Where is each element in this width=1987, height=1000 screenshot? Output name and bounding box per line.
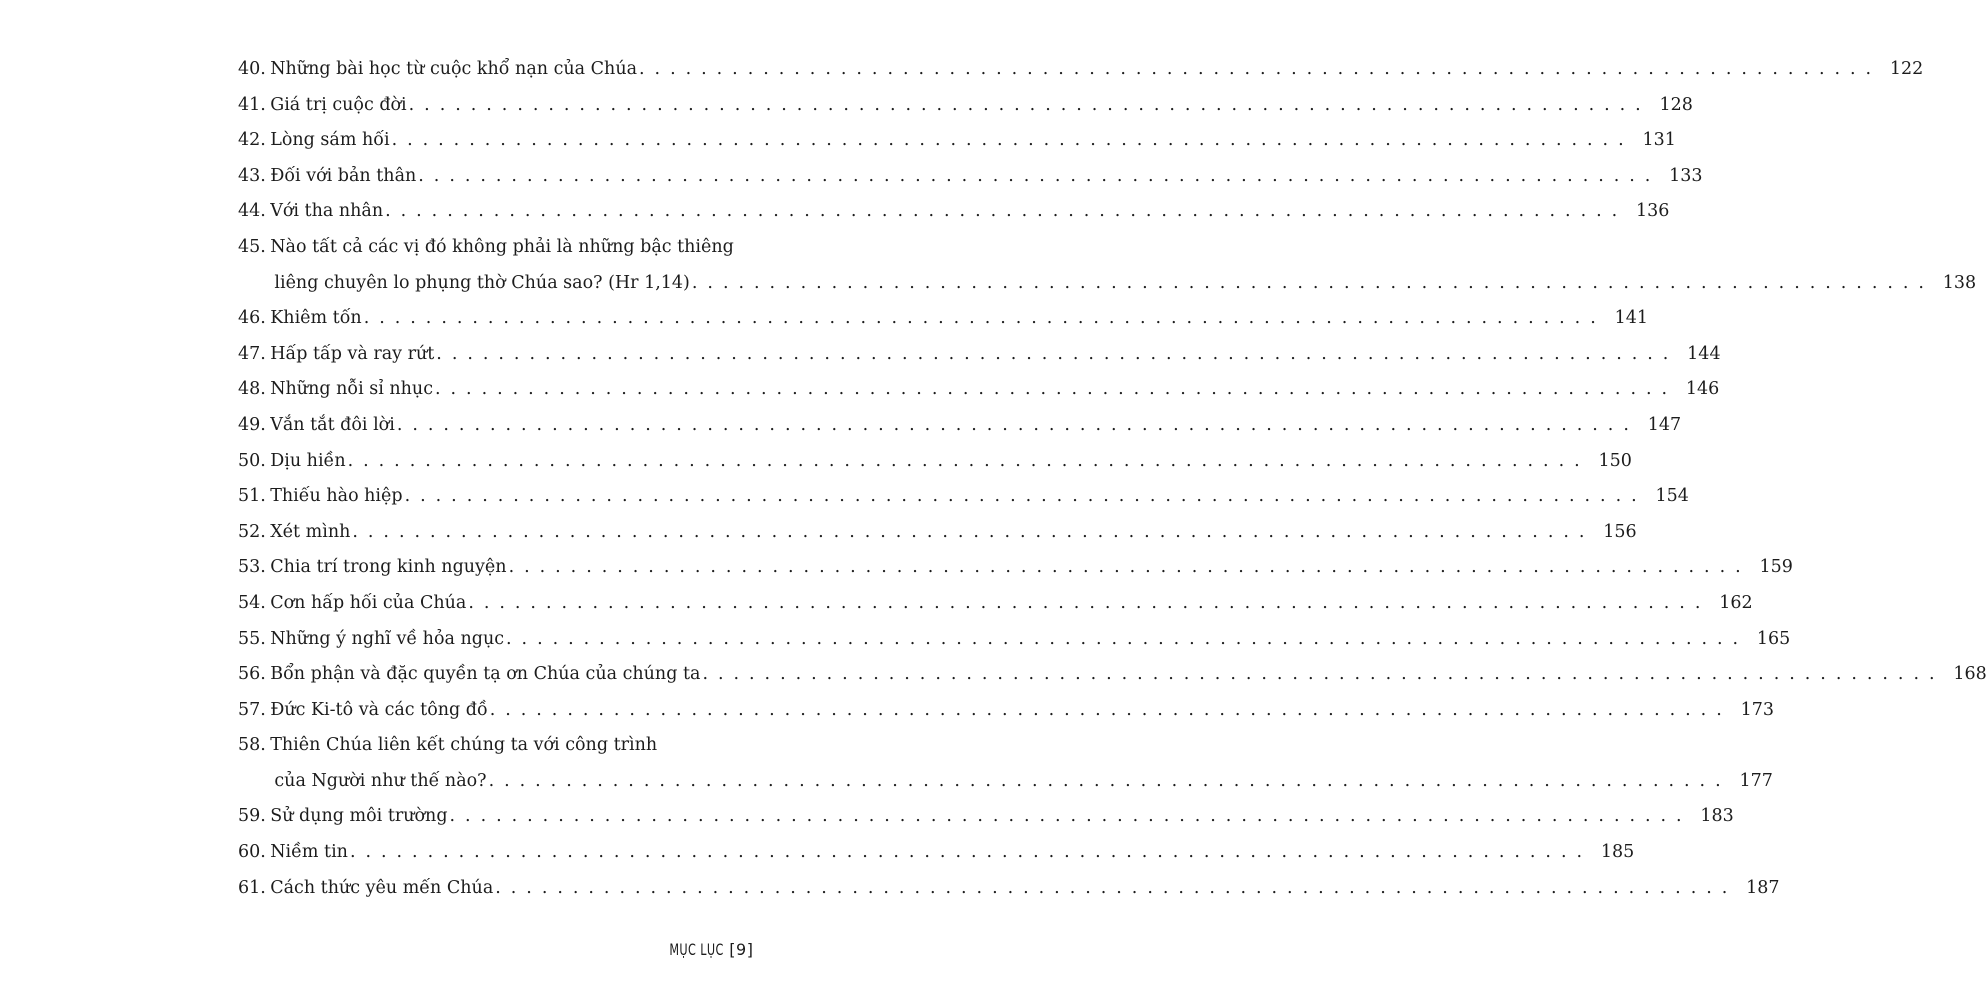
page-footer bbox=[654, 940, 754, 959]
dot-leader bbox=[350, 515, 1586, 551]
entry-number: 47. bbox=[238, 343, 266, 364]
toc-entry bbox=[238, 550, 1793, 586]
toc-entry bbox=[238, 123, 1676, 159]
entry-title: Thiên Chúa liên kết chúng ta với công trình bbox=[270, 735, 658, 756]
dot-leader bbox=[434, 337, 1670, 373]
entry-page: 147 bbox=[1647, 414, 1682, 435]
entry-number: 45. bbox=[238, 236, 266, 257]
dot-leader bbox=[416, 159, 1652, 195]
entry-page: 187 bbox=[1746, 877, 1780, 898]
entry-page: 141 bbox=[1614, 308, 1648, 329]
section-title: MỤC LỤC bbox=[669, 940, 724, 959]
entry-page: 156 bbox=[1603, 521, 1637, 542]
toc-entry bbox=[238, 657, 1987, 693]
entry-page: 177 bbox=[1739, 770, 1773, 791]
toc-entry bbox=[238, 408, 1682, 444]
entry-number: 61. bbox=[238, 877, 266, 898]
dot-leader bbox=[403, 479, 1639, 515]
dot-leader bbox=[390, 123, 1626, 159]
entry-title: Thiếu hào hiệp bbox=[270, 486, 403, 507]
entry-page: 168 bbox=[1953, 664, 1987, 685]
entry-title-continuation: của Người như thế nào? bbox=[274, 770, 487, 791]
toc-entry bbox=[238, 515, 1637, 551]
entry-number: 52. bbox=[238, 521, 266, 542]
entry-title: Cơn hấp hối của Chúa bbox=[270, 592, 467, 613]
entry-number: 56. bbox=[238, 664, 266, 685]
entry-title: Xét mình bbox=[270, 521, 351, 542]
entry-page: 159 bbox=[1759, 557, 1793, 578]
entry-number: 41. bbox=[238, 94, 266, 115]
entry-title: Khiêm tốn bbox=[270, 308, 362, 329]
entry-page: 183 bbox=[1700, 806, 1734, 827]
entry-page: 122 bbox=[1889, 59, 1924, 79]
entry-number: 51. bbox=[238, 486, 266, 507]
entry-title: Đức Ki-tô và các tông đồ bbox=[270, 699, 488, 720]
entry-number: 60. bbox=[238, 842, 266, 863]
entry-number: 46. bbox=[238, 308, 266, 329]
dot-leader bbox=[466, 586, 1702, 622]
entry-page: 165 bbox=[1756, 628, 1791, 649]
entry-number: 49. bbox=[238, 414, 266, 435]
toc-entry bbox=[238, 52, 1924, 88]
dot-leader bbox=[348, 835, 1584, 871]
entry-title: Chia trí trong kinh nguyện bbox=[270, 557, 507, 578]
dot-leader bbox=[346, 444, 1582, 480]
entry-title: Những ý nghĩ về hỏa ngục bbox=[270, 628, 505, 649]
entry-number: 55. bbox=[238, 628, 266, 649]
entry-title: Vắn tắt đôi lời bbox=[270, 414, 395, 435]
dot-leader bbox=[690, 266, 1926, 302]
entry-page: 185 bbox=[1600, 842, 1635, 863]
dot-leader bbox=[504, 622, 1740, 658]
toc-entry bbox=[238, 799, 1734, 835]
entry-title: Đối với bản thân bbox=[270, 165, 417, 186]
dot-leader bbox=[383, 194, 1619, 230]
toc-entry-first-line bbox=[238, 230, 750, 266]
entry-title: Lòng sám hối bbox=[270, 130, 390, 151]
entry-page: 128 bbox=[1659, 94, 1693, 115]
entry-page: 138 bbox=[1942, 272, 1977, 293]
entry-title: Hấp tấp và ray rứt bbox=[270, 343, 435, 364]
entry-page: 136 bbox=[1635, 201, 1670, 222]
entry-page: 144 bbox=[1687, 343, 1721, 364]
toc-entry-first-line bbox=[238, 728, 750, 764]
toc-entry-continuation bbox=[238, 266, 1977, 302]
entry-title: Bổn phận và đặc quyền tạ ơn Chúa của chúng ta bbox=[270, 664, 701, 685]
dot-leader bbox=[395, 408, 1631, 444]
entry-number: 57. bbox=[238, 699, 266, 720]
dot-leader bbox=[407, 88, 1643, 124]
entry-number: 42. bbox=[238, 130, 266, 151]
toc-entry bbox=[238, 622, 1791, 658]
entry-title-continuation: liêng chuyên lo phụng thờ Chúa sao? (Hr 1,14) bbox=[274, 272, 690, 293]
entry-page: 146 bbox=[1685, 379, 1720, 400]
page-number: [9] bbox=[729, 940, 754, 959]
entry-page: 154 bbox=[1655, 486, 1689, 507]
toc-entry bbox=[238, 372, 1720, 408]
entry-page: 133 bbox=[1669, 165, 1703, 186]
toc-entry bbox=[238, 194, 1670, 230]
toc-entry bbox=[238, 88, 1693, 124]
toc-entry bbox=[238, 444, 1632, 480]
entry-title: Những bài học từ cuộc khổ nạn của Chúa bbox=[270, 59, 638, 79]
dot-leader bbox=[433, 372, 1669, 408]
entry-number: 44. bbox=[238, 201, 266, 222]
toc-entry bbox=[238, 479, 1689, 515]
entry-number: 43. bbox=[238, 165, 266, 186]
entry-number: 54. bbox=[238, 592, 266, 613]
entry-number: 50. bbox=[238, 450, 266, 471]
entry-title: Những nỗi sỉ nhục bbox=[270, 379, 433, 400]
toc-entry bbox=[238, 835, 1635, 871]
entry-title: Dịu hiền bbox=[270, 450, 346, 471]
entry-page: 162 bbox=[1719, 592, 1753, 613]
entry-number: 53. bbox=[238, 557, 266, 578]
entry-number: 58. bbox=[238, 735, 266, 756]
dot-leader bbox=[637, 52, 1873, 88]
dot-leader bbox=[700, 657, 1936, 693]
toc-entry bbox=[238, 301, 1648, 337]
dot-leader bbox=[448, 799, 1684, 835]
toc-entry-continuation bbox=[238, 764, 1773, 800]
entry-title: Sử dụng môi trường bbox=[270, 806, 448, 827]
entry-page: 131 bbox=[1642, 130, 1676, 151]
dot-leader bbox=[507, 550, 1743, 586]
toc-entry bbox=[238, 871, 1780, 907]
entry-number: 40. bbox=[238, 59, 266, 79]
entry-page: 150 bbox=[1598, 450, 1632, 471]
entry-title: Niềm tin bbox=[270, 842, 348, 863]
toc-entry bbox=[238, 693, 1774, 729]
toc-entry bbox=[238, 337, 1721, 373]
toc-entry bbox=[238, 586, 1753, 622]
entry-number: 48. bbox=[238, 379, 266, 400]
entry-number: 59. bbox=[238, 806, 266, 827]
table-of-contents bbox=[238, 52, 1987, 906]
dot-leader bbox=[487, 764, 1723, 800]
entry-page: 173 bbox=[1740, 699, 1774, 720]
entry-title: Nào tất cả các vị đó không phải là những bậc thiêng bbox=[270, 236, 734, 257]
toc-entry bbox=[238, 159, 1703, 195]
dot-leader bbox=[362, 301, 1598, 337]
dot-leader bbox=[488, 693, 1724, 729]
entry-title: Với tha nhân bbox=[270, 201, 384, 222]
entry-title: Giá trị cuộc đời bbox=[270, 94, 407, 115]
dot-leader bbox=[493, 871, 1729, 907]
entry-title: Cách thức yêu mến Chúa bbox=[270, 877, 494, 898]
